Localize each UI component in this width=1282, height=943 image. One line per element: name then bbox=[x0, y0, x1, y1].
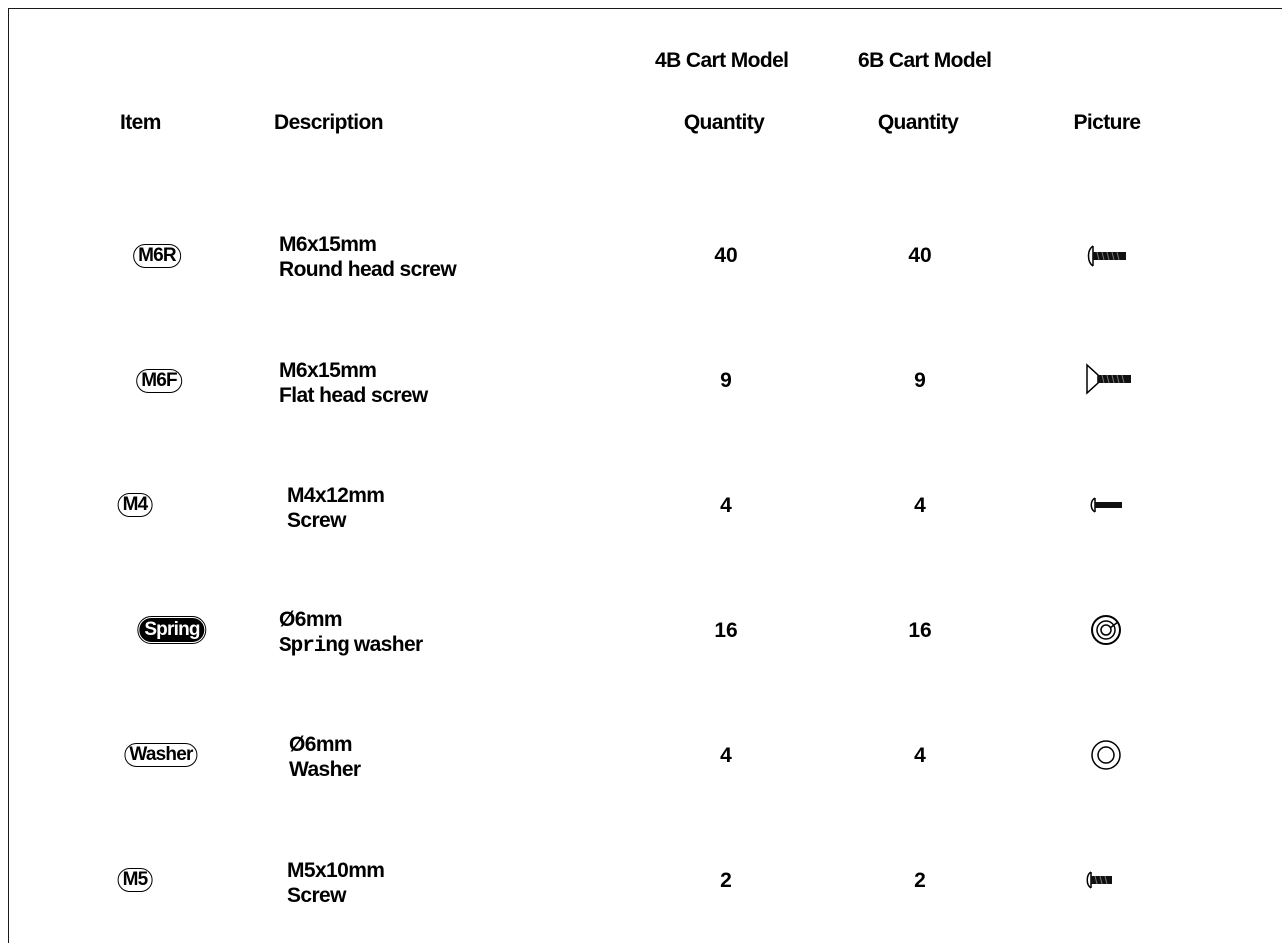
quantity-6b: 4 bbox=[914, 744, 926, 767]
item-code-badge: M5 bbox=[118, 868, 153, 892]
round-head-screw-icon bbox=[1085, 244, 1129, 268]
quantity-6b: 16 bbox=[908, 619, 932, 642]
quantity-4b: 40 bbox=[714, 244, 738, 267]
quantity-4b: 9 bbox=[720, 369, 732, 392]
item-name: Screw bbox=[287, 884, 346, 907]
item-size: M4x12mm bbox=[287, 484, 385, 507]
header-description: Description bbox=[274, 111, 383, 134]
quantity-6b: 40 bbox=[908, 244, 932, 267]
item-size: M6x15mm bbox=[279, 233, 377, 256]
item-description bbox=[289, 732, 360, 782]
small-screw-icon bbox=[1089, 495, 1125, 515]
quantity-4b: 4 bbox=[720, 744, 732, 767]
item-size: Ø6mm bbox=[289, 733, 352, 756]
quantity-4b: 2 bbox=[720, 869, 732, 892]
flat-head-screw-icon bbox=[1084, 363, 1134, 395]
item-name: Flat head screw bbox=[279, 384, 428, 407]
item-name-prefix: Spring bbox=[279, 635, 349, 658]
quantity-6b: 2 bbox=[914, 869, 926, 892]
item-description bbox=[287, 483, 384, 533]
item-description bbox=[279, 358, 428, 408]
item-code-badge: Spring bbox=[139, 618, 204, 642]
item-code-badge: M4 bbox=[118, 493, 153, 517]
item-name: Screw bbox=[287, 509, 346, 532]
item-size: Ø6mm bbox=[279, 608, 342, 631]
item-name-suffix: washer bbox=[348, 633, 423, 656]
spring-washer-icon bbox=[1088, 613, 1124, 647]
item-name bbox=[279, 632, 423, 659]
item-name: Round head screw bbox=[279, 258, 457, 281]
washer-icon bbox=[1089, 738, 1123, 772]
quantity-4b: 16 bbox=[714, 619, 738, 642]
header-picture: Picture bbox=[1073, 111, 1141, 134]
quantity-6b: 4 bbox=[914, 494, 926, 517]
item-size: M5x10mm bbox=[287, 859, 385, 882]
page-frame bbox=[8, 8, 1282, 943]
item-code-badge: M6R bbox=[133, 244, 181, 268]
quantity-4b: 4 bbox=[720, 494, 732, 517]
header-4b-cart-model: 4B Cart Model bbox=[655, 49, 789, 72]
item-size: M6x15mm bbox=[279, 359, 377, 382]
header-6b-cart-model: 6B Cart Model bbox=[858, 49, 992, 72]
short-screw-icon bbox=[1085, 869, 1115, 891]
item-description bbox=[279, 232, 456, 282]
item-description bbox=[287, 858, 384, 908]
item-code-badge: M6F bbox=[136, 369, 182, 393]
item-name: Washer bbox=[289, 758, 361, 781]
item-description bbox=[279, 607, 423, 659]
header-quantity-4b: Quantity bbox=[683, 111, 765, 134]
header-quantity-6b: Quantity bbox=[877, 111, 959, 134]
quantity-6b: 9 bbox=[914, 369, 926, 392]
header-item: Item bbox=[120, 111, 161, 134]
item-code-badge: Washer bbox=[124, 743, 197, 767]
